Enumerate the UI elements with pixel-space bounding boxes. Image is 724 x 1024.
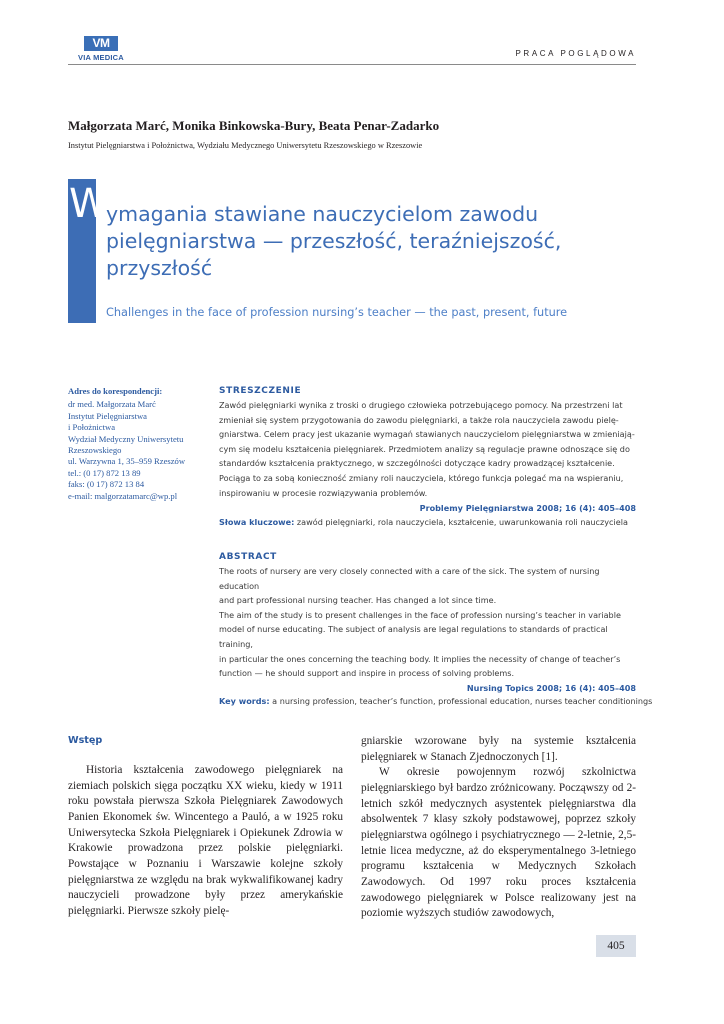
- body-paragraph: W okresie powojennym rozwój szkolnictwa pielęgniarskiego był bardzo zróżnicowany. Począwszy od 2-letnich szkół medycznych asystentek pielęgniarstwa dla absolwentek 7 klasy szkoły podstawowej, poprzez szkoły pielęgniarstwa ogólnego i psychiatrycznego — 2-letnie, 2,5-letnie licea medyczne, aż do eksperymentalnego 3-letniego programu kształcenia w Medycznych Szkołach Zawodowych. Od 1997 roku proces kształcenia zawodowego pielęgniarek w Polsce realizowany jest na poziomie wyższych studiów zawodowych,: [361, 766, 636, 920]
- logo-mark: VM: [84, 36, 118, 51]
- title-initial: W: [69, 181, 109, 227]
- keywords-label: Słowa kluczowe:: [219, 517, 295, 528]
- correspondence-email[interactable]: e-mail: malgorzatamarc@wp.pl: [68, 490, 178, 501]
- streszczenie-line: inspirowaniu w procesie rozwiązywania problemów.: [219, 487, 428, 498]
- body-left-column: Historia kształcenia zawodowego pielęgniarek na ziemiach polskich sięga początku XX wieku, kiedy w 1911 roku powstała pierwsza Szkoła Pielęgniarek Zawodowych Panien Ekonomek św. Wincentego a Pauló, a w 1925 roku Uniwersytecka Szkoła Pielęgniarek i Opiekunek Zdrowia w Krakowie prowadzona przez polskie pielęgniarki. Powstające w Poznaniu i Warszawie kolejne szkoły pielęgniarstwa ze względu na brak wykwalifikowanej kadry nauczycieli prowadzone były przez amerykańskie pielęgniarki. Pierwsze szkoły pielę-: [68, 764, 343, 917]
- body-paragraph: gniarskie wzorowane były na systemie kształcenia pielęgniarek w Stanach Zjednoczonych [1].: [361, 735, 636, 763]
- streszczenie-line: cym się modelu kształcenia pielęgniarek. Przedmiotem analizy są regulacje prawne odnoszące się do: [219, 443, 630, 454]
- abstract-keywords: [219, 695, 653, 706]
- streszczenie-heading: STRESZCZENIE: [219, 386, 302, 396]
- correspondence-line: Instytut Pielęgniarstwa: [68, 410, 148, 421]
- body-right-column: [361, 734, 636, 922]
- correspondence-line: Rzeszowskiego: [68, 445, 122, 456]
- abstract-line: The roots of nursery are very closely connected with a care of the sick. The system of nursing education: [219, 566, 600, 591]
- streszczenie-block: [219, 386, 636, 527]
- abstract-citation: Nursing Topics 2008; 16 (4): 405–408: [466, 682, 636, 693]
- key-words-text: a nursing profession, teacher’s function, professional education, nurses teacher conditionings: [269, 695, 653, 706]
- abstract-line: and part professional nursing teacher. Has changed a lot since time.: [219, 595, 497, 606]
- key-words-label: Key words:: [219, 695, 270, 706]
- article-title: ymagania stawiane nauczycielom zawodu pielęgniarstwa — przeszłość, teraźniejszość, przyszłość: [106, 202, 562, 280]
- authors: Małgorzata Marć, Monika Binkowska-Bury, Beata Penar-Zadarko: [68, 118, 440, 133]
- correspondence-line: faks: (0 17) 872 13 84: [68, 479, 145, 490]
- correspondence-line: dr med. Małgorzata Marć: [68, 399, 156, 410]
- abstract-line: The aim of the study is to present challenges in the face of profession nursing’s teacher in variable: [219, 609, 621, 620]
- streszczenie-text: [219, 398, 636, 500]
- article-subtitle: Challenges in the face of profession nursing’s teacher — the past, present, future: [106, 306, 568, 319]
- page-number: 405: [596, 935, 636, 957]
- section-heading-wstep: Wstęp: [68, 735, 103, 746]
- abstract-text: [219, 564, 636, 681]
- section-label: PRACA POGLĄDOWA: [515, 49, 636, 58]
- abstract-line: in particular the ones concerning the teaching body. It implies the necessity of change of teacher’s: [219, 653, 621, 664]
- correspondence-line: ul. Warzywna 1, 35–959 Rzeszów: [68, 456, 186, 467]
- abstract-block: [219, 552, 653, 706]
- logo-text: VIA MEDICA: [78, 53, 124, 62]
- streszczenie-line: Pociąga to za sobą konieczność zmiany roli nauczyciela, którego funkcja polegać ma na wspieraniu,: [219, 472, 624, 483]
- streszczenie-citation: Problemy Pielęgniarstwa 2008; 16 (4): 405–408: [419, 503, 636, 514]
- streszczenie-line: gniarstwa. Celem pracy jest ukazanie wymagań stawianych nauczycielom pielęgniarstwa w zmieniają-: [219, 429, 635, 440]
- correspondence-line: i Położnictwa: [68, 422, 116, 433]
- affiliation: Instytut Pielęgniarstwa i Położnictwa, Wydziału Medycznego Uniwersytetu Rzeszowskiego w Rzeszowie: [68, 141, 423, 150]
- keywords-text: zawód pielęgniarki, rola nauczyciela, kształcenie, uwarunkowania roli nauczyciela: [294, 517, 628, 528]
- correspondence-address: [68, 386, 208, 502]
- correspondence-line: Wydział Medyczny Uniwersytetu: [68, 433, 184, 444]
- abstract-line: model of nurse educating. The subject of analysis are legal regulations to standards of practical training,: [219, 624, 608, 649]
- streszczenie-keywords: [219, 517, 636, 527]
- abstract-heading: ABSTRACT: [219, 552, 277, 562]
- correspondence-title: Adres do korespondencji:: [68, 386, 163, 396]
- via-medica-logo: [78, 36, 126, 64]
- abstract-line: function — he should support and inspire in process of solving problems.: [219, 668, 515, 679]
- streszczenie-line: standardów kształcenia praktycznego, w szczególności dotyczące kadry prowadzącej kształcenie.: [219, 458, 615, 469]
- streszczenie-line: Zawód pielęgniarki wynika z troski o drugiego człowieka potrzebującego pomocy. Na przestrzeni lat: [219, 400, 623, 410]
- correspondence-line: tel.: (0 17) 872 13 89: [68, 467, 141, 478]
- streszczenie-line: zmieniał się system przygotowania do zawodu pielęgniarki, a także rola nauczyciela zawodu pielę-: [219, 414, 619, 425]
- header-divider: [68, 64, 636, 65]
